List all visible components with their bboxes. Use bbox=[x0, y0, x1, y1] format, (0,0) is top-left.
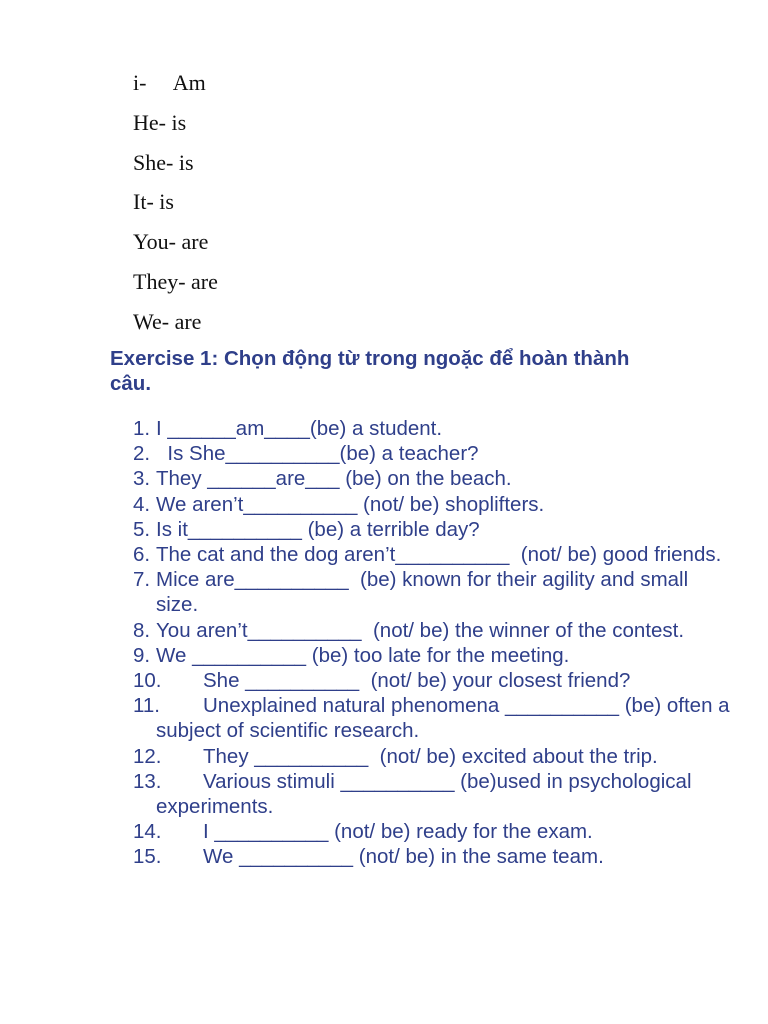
question-number: 7. bbox=[133, 568, 151, 592]
question-number: 12. bbox=[133, 744, 162, 768]
pronoun-line: i- Am bbox=[133, 70, 206, 95]
question-item bbox=[133, 618, 733, 643]
question-item bbox=[133, 441, 733, 466]
pronoun-line: We- are bbox=[133, 308, 202, 334]
question-text: We aren’t__________ (not/ be) shoplifters. bbox=[156, 492, 545, 516]
question-text: I __________ (not/ be) ready for the exam. bbox=[203, 820, 593, 844]
question-text: Unexplained natural phenomena __________ (be) often a subject of scientific research. bbox=[156, 694, 736, 743]
question-item bbox=[133, 643, 733, 668]
pronoun-line: You- are bbox=[133, 229, 209, 255]
pronoun-line: They- are bbox=[133, 268, 218, 294]
question-text: She __________ (not/ be) your closest friend? bbox=[203, 669, 631, 693]
question-text: I ______am____(be) a student. bbox=[156, 417, 443, 440]
question-number: 1. bbox=[133, 417, 151, 440]
question-text: They __________ (not/ be) excited about the trip. bbox=[203, 744, 658, 768]
question-number: 11. bbox=[133, 694, 160, 718]
question-item bbox=[133, 693, 736, 743]
question-text: You aren’t__________ (not/ be) the winner of the contest. bbox=[156, 618, 685, 642]
question-number: 6. bbox=[133, 543, 151, 567]
pronoun-line: It- is bbox=[133, 189, 174, 215]
question-number: 13. bbox=[133, 769, 162, 793]
question-item bbox=[133, 567, 733, 617]
question-text: Is it__________ (be) a terrible day? bbox=[156, 517, 480, 541]
pronoun-line: She- is bbox=[133, 149, 194, 175]
question-item bbox=[133, 769, 733, 819]
question-text: Is She__________(be) a teacher? bbox=[156, 442, 479, 466]
question-number: 10. bbox=[133, 669, 162, 693]
question-item bbox=[133, 744, 733, 769]
question-item bbox=[133, 466, 733, 491]
question-number: 9. bbox=[133, 643, 151, 667]
pronoun-line: He- is bbox=[133, 109, 187, 135]
question-number: 3. bbox=[133, 467, 151, 491]
question-number: 4. bbox=[133, 492, 151, 516]
question-text: They ______are___ (be) on the beach. bbox=[156, 467, 512, 491]
question-number: 2. bbox=[133, 442, 151, 466]
question-list bbox=[133, 416, 736, 870]
pronoun-list bbox=[133, 68, 218, 347]
question-text: Various stimuli __________ (be)used in psychological experiments. bbox=[156, 769, 698, 819]
question-text: Mice are__________ (be) known for their agility and small size. bbox=[156, 568, 694, 617]
exercise-title: Exercise 1: Chọn động từ trong ngoặc để hoàn thành câu. bbox=[110, 347, 630, 395]
question-item bbox=[133, 416, 733, 441]
question-number: 14. bbox=[133, 820, 162, 844]
question-item bbox=[133, 668, 733, 693]
question-item bbox=[133, 492, 733, 517]
question-text: We __________ (not/ be) in the same team. bbox=[203, 845, 604, 869]
question-item bbox=[133, 844, 733, 869]
question-number: 8. bbox=[133, 618, 151, 642]
question-item bbox=[133, 819, 733, 844]
question-item bbox=[133, 517, 733, 542]
question-number: 15. bbox=[133, 845, 162, 869]
question-text: We __________ (be) too late for the meeting. bbox=[156, 643, 570, 667]
question-item bbox=[133, 542, 733, 567]
question-text: The cat and the dog aren’t__________ (not/ be) good friends. bbox=[156, 543, 722, 567]
question-number: 5. bbox=[133, 517, 151, 541]
